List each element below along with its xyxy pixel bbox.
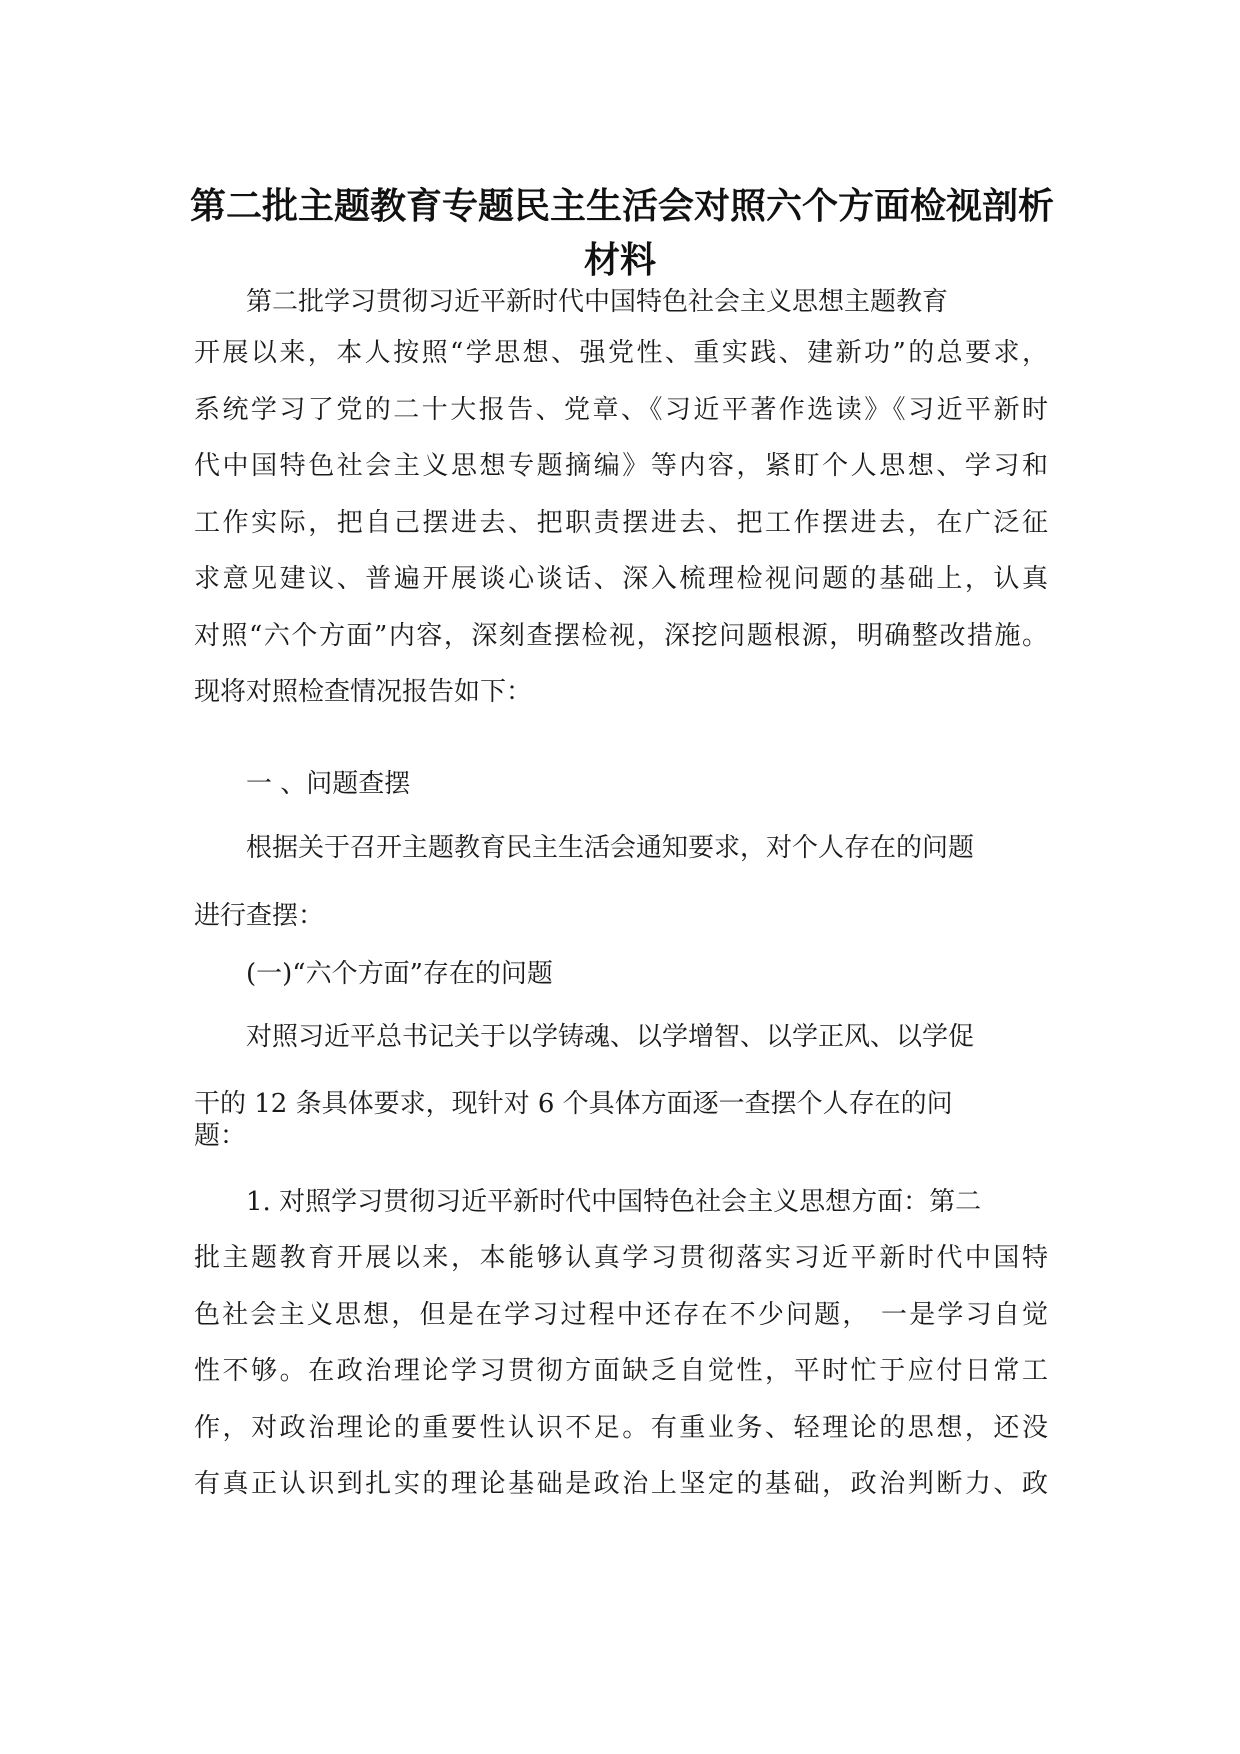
subsection-heading: (一)“六个方面”存在的问题 [246,959,553,989]
paragraph-line: 作，对政治理论的重要性认识不足。有重业务、轻理论的思想，还没 [194,1413,1048,1443]
title-line: 第二批主题教育专题民主生活会对照六个方面检视剖析 [190,186,1055,227]
paragraph-line: 干的 12 条具体要求，现针对 6 个具体方面逐一查摆个人存在的问 [194,1089,953,1119]
paragraph-line: 题： [194,1121,247,1151]
paragraph-line: 进行查摆： [194,901,325,931]
paragraph-line: 开展以来，本人按照“学思想、强党性、重实践、建新功”的总要求， [194,338,1048,368]
paragraph-line: 批主题教育开展以来，本能够认真学习贯彻落实习近平新时代中国特 [194,1243,1048,1273]
document-title [190,180,1055,288]
paragraph-line: 根据关于召开主题教育民主生活会通知要求，对个人存在的问题 [246,833,975,863]
paragraph-line: 有真正认识到扎实的理论基础是政治上坚定的基础，政治判断力、政 [194,1469,1048,1499]
paragraph-line: 对照习近平总书记关于以学铸魂、以学增智、以学正风、以学促 [246,1022,975,1052]
paragraph-line: 1. 对照学习贯彻习近平新时代中国特色社会主义思想方面：第二 [246,1187,982,1217]
paragraph-line: 现将对照检查情况报告如下： [194,677,533,707]
section-heading: 一 、问题查摆 [246,769,411,799]
paragraph-line: 性不够。在政治理论学习贯彻方面缺乏自觉性，平时忙于应付日常工 [194,1356,1048,1386]
paragraph-line: 第二批学习贯彻习近平新时代中国特色社会主义思想主题教育 [246,287,949,317]
paragraph-line: 色社会主义思想，但是在学习过程中还存在不少问题， 一是学习自觉 [194,1300,1048,1330]
title-line: 材料 [583,240,656,281]
paragraph-line: 工作实际，把自己摆进去、把职责摆进去、把工作摆进去，在广泛征 [194,508,1048,538]
paragraph-line: 对照“六个方面”内容，深刻查摆检视，深挖问题根源，明确整改措施。 [194,621,1048,651]
paragraph-line: 系统学习了党的二十大报告、党章、《习近平著作选读》《习近平新时 [194,395,1048,425]
paragraph-line: 代中国特色社会主义思想专题摘编》等内容，紧盯个人思想、学习和 [194,451,1048,481]
paragraph-line: 求意见建议、普遍开展谈心谈话、深入梳理检视问题的基础上，认真 [194,564,1048,594]
